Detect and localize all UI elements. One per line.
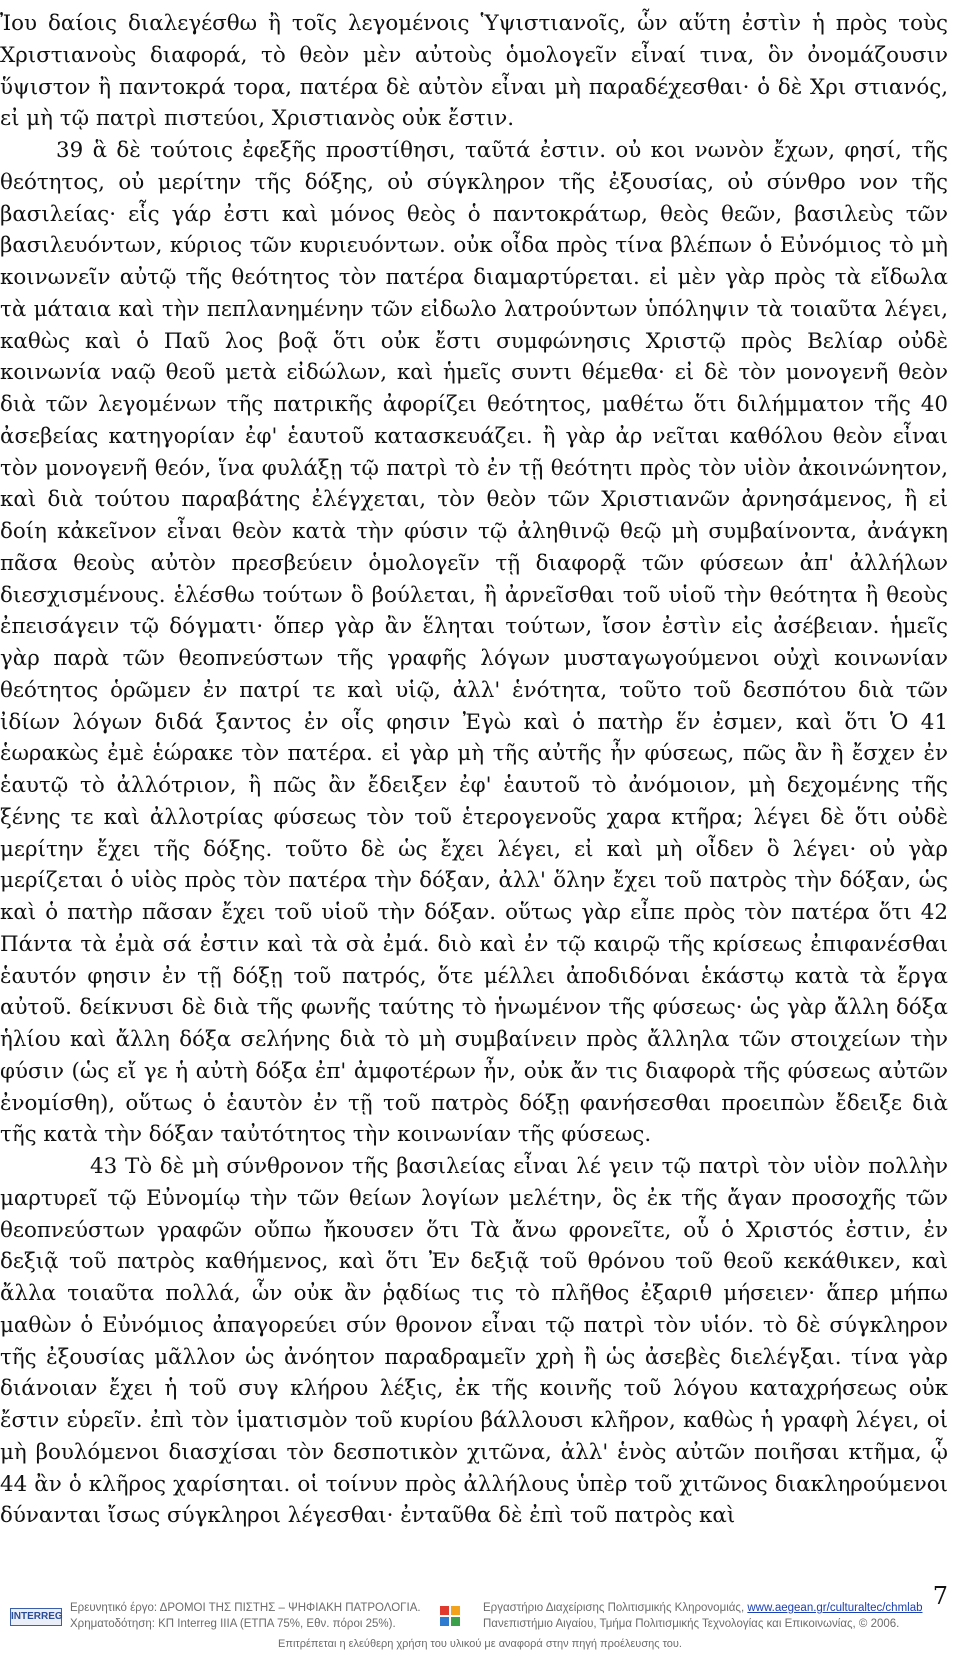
footer-project-info: [70, 1600, 450, 1632]
paragraph: Ἰου δαίοις διαλεγέσθω ἢ τοῖς λεγομένοις Ὑψιστιανοῖς, ὧν αὕτη ἐστὶν ἡ πρὸς τοὺς Χριστιανοὺς διαφορά, τὸ θεὸν μὲν αὐτοὺς ὁμολογεῖν εἶναί τινα, ὃν ὀνομάζουσιν ὕψιστον ἢ παντοκρά τορα, πατέρα δὲ αὐτὸν εἶναι μὴ παραδέχεσθαι· ὁ δὲ Χρι στιανός, εἰ μὴ τῷ πατρὶ πιστεύοι, Χριστιανὸς οὐκ ἔστιν.: [0, 11, 948, 132]
page-footer: [0, 1596, 960, 1656]
lab-logo-icon: [451, 1606, 460, 1615]
interreg-logo: INTERREG: [10, 1608, 62, 1626]
document-body: [0, 8, 948, 1532]
paragraph: 43 Τὸ δὲ μὴ σύνθρονον τῆς βασιλείας εἶναι λέ γειν τῷ πατρὶ τὸν υἱὸν πολλὴν μαρτυρεῖ τῷ Εὐνομίῳ τὴν τῶν θείων λογίων μελέτην, ὃς ἐκ τῆς ἄγαν προσοχῆς τῶν θεοπνεύστων γραφῶν οὔπω ἤκουσεν ὅτι Τὰ ἄνω φρονεῖτε, οὗ ὁ Χριστός ἐστιν, ἐν δεξιᾷ τοῦ πατρὸς καθήμενος, καὶ ὅτι Ἐν δεξιᾷ τοῦ θρόνου τοῦ θεοῦ κεκάθικεν, καὶ ἄλλα τοιαῦτα πολλά, ὧν οὐκ ἂν ῥᾳδίως τις τὸ πλῆθος ἐξαριθ μήσειεν· ἅπερ μήπω μαθὼν ὁ Εὐνόμιος ἀπαγορεύει σύν θρονον εἶναι τῷ πατρὶ τὸν υἱόν. τὸ δὲ σύγκληρον τῆς ἐξουσίας μᾶλλον ὡς ἀνόητον παραδραμεῖν χρὴ ἢ ὡς ἀσεβὲς διελέγξαι. τίνα γὰρ διάνοιαν ἔχει ἡ τοῦ συγ κλήρου λέξις, ἐκ τῆς κοινῆς τοῦ λόγου καταχρήσεως οὐκ ἔστιν εὑρεῖν. ἐπὶ τὸν ἱματισμὸν τοῦ κυρίου βάλλουσι κλῆρον, καθὼς ἡ γραφὴ λέγει, οἱ μὴ βουλόμενοι διασχίσαι τὸν δεσποτικὸν χιτῶνα, ἀλλ' ἑνὸς αὐτῶν ποιῆσαι κτῆμα, ᾧ 44 ἂν ὁ κλῆρος χαρίσηται. οἱ τοίνυν πρὸς ἀλλήλους ὑπὲρ τοῦ χιτῶνος διακληρούμενοι δύνανται ἴσως σύγκληροι λέγεσθαι· ἐνταῦθα δὲ ἐπὶ τοῦ πατρὸς καὶ: [0, 1154, 948, 1529]
page-number: 7: [932, 1582, 948, 1610]
lab-logo-icon: [451, 1617, 460, 1626]
lab-logo-icon: [440, 1617, 449, 1626]
footer-project-line: Ερευνητικό έργο: ΔΡΟΜΟΙ ΤΗΣ ΠΙΣΤΗΣ – ΨΗΦΙΑΚΗ ΠΑΤΡΟΛΟΓΙΑ.: [70, 1602, 421, 1614]
paragraph: 39 ἃ δὲ τούτοις ἐφεξῆς προστίθησι, ταῦτά ἐστιν. οὐ κοι νωνὸν ἔχων, φησί, τῆς θεότητος, οὐ μερίτην τῆς δόξης, οὐ σύγκληρον τῆς ἐξουσίας, οὐ σύνθρο νον τῆς βασιλείας· εἷς γάρ ἐστι καὶ μόνος θεὸς ὁ παντοκράτωρ, θεὸς θεῶν, βασιλεὺς τῶν βασιλευόντων, κύριος τῶν κυριευόντων. οὐκ οἶδα πρὸς τίνα βλέπων ὁ Εὐνόμιος τὸ μὴ κοινωνεῖν αὐτῷ τῆς θεότητος τὸν πατέρα διαμαρτύρεται. εἰ μὲν γὰρ πρὸς τὰ εἴδωλα τὰ μάταια καὶ τὴν πεπλανημένην τῶν εἰδωλο λατρούντων ὑπόληψιν τὰ τοιαῦτα λέγει, καθὼς καὶ ὁ Παῦ λος βοᾷ ὅτι οὐκ ἔστι συμφώνησις Χριστῷ πρὸς Βελίαρ οὐδὲ κοινωνία ναῷ θεοῦ μετὰ εἰδώλων, καὶ ἡμεῖς συντι θέμεθα· εἰ δὲ τὸν μονογενῆ θεὸν διὰ τῶν λεγομένων τῆς πατρικῆς ἀφορίζει θεότητος, μαθέτω ὅτι διλήμματον τῆς 40 ἀσεβείας κατηγορίαν ἐφ' ἑαυτοῦ κατασκευάζει. ἢ γὰρ ἀρ νεῖται καθόλου θεὸν εἶναι τὸν μονογενῆ θεόν, ἵνα φυλάξῃ τῷ πατρὶ τὸ ἐν τῇ θεότητι πρὸς τὸν υἱὸν ἀκοινώνητον, καὶ διὰ τούτου παραβάτης ἐλέγχεται, τὸν θεὸν τῶν Χριστιανῶν ἀρνησάμενος, ἢ εἰ δοίη κἀκεῖνον εἶναι θεὸν κατὰ τὴν φύσιν τῷ ἀληθινῷ θεῷ μὴ συμβαίνοντα, ἀνάγκη πᾶσα θεοὺς αὐτὸν πρεσβεύειν ὁμολογεῖν τῇ διαφορᾷ τῶν φύσεων ἀπ' ἀλλήλων διεσχισμένους. ἑλέσθω τούτων ὃ βούλεται, ἢ ἀρνεῖσθαι τοῦ υἱοῦ τὴν θεότητα ἢ θεοὺς ἐπεισάγειν τῷ δόγματι· ὅπερ γὰρ ἂν ἕληται τούτων, ἴσον ἐστὶν εἰς ἀσέβειαν. ἡμεῖς γὰρ παρὰ τῶν θεοπνεύστων τῆς γραφῆς λόγων μυσταγωγούμενοι οὐχὶ κοινωνίαν θεότητος ὁρῶμεν ἐν πατρί τε καὶ υἱῷ, ἀλλ' ἑνότητα, τοῦτο τοῦ δεσπότου διὰ τῶν ἰδίων λόγων διδά ξαντος ἐν οἷς φησιν Ἐγὼ καὶ ὁ πατὴρ ἕν ἐσμεν, καὶ ὅτι Ὁ 41 ἑωρακὼς ἐμὲ ἑώρακε τὸν πατέρα. εἰ γὰρ μὴ τῆς αὐτῆς ἦν φύσεως, πῶς ἂν ἢ ἔσχεν ἐν ἑαυτῷ τὸ ἀλλότριον, ἢ πῶς ἂν ἔδειξεν ἐφ' ἑαυτοῦ τὸ ἀνόμοιον, μὴ δεχομένης τῆς ξένης τε καὶ ἀλλοτρίας φύσεως τὸν τοῦ ἑτερογενοῦς χαρα κτῆρα; λέγει δὲ ὅτι οὐδὲ μερίτην ἔχει τῆς δόξης. τοῦτο δὲ ὡς ἔχει λέγει, εἰ καὶ μὴ οἶδεν ὃ λέγει· οὐ γὰρ μερίζεται ὁ υἱὸς πρὸς τὸν πατέρα τὴν δόξαν, ἀλλ' ὅλην ἔχει τοῦ πατρὸς τὴν δόξαν, ὡς καὶ ὁ πατὴρ πᾶσαν ἔχει τοῦ υἱοῦ τὴν δόξαν. οὕτως γὰρ εἶπε πρὸς τὸν πατέρα ὅτι 42 Πάντα τὰ ἐμὰ σά ἐστιν καὶ τὰ σὰ ἐμά. διὸ καὶ ἐν τῷ καιρῷ τῆς κρίσεως ἐπιφανέσθαι ἑαυτόν φησιν ἐν τῇ δόξῃ τοῦ πατρός, ὅτε μέλλει ἀποδιδόναι ἑκάστῳ κατὰ τὰ ἔργα αὐτοῦ. δείκνυσι δὲ διὰ τῆς φωνῆς ταύτης τὸ ἡνωμένον τῆς φύσεως· ὡς γὰρ ἄλλη δόξα ἡλίου καὶ ἄλλη δόξα σελήνης διὰ τὸ μὴ συμβαίνειν πρὸς ἄλληλα τῶν στοιχείων τὴν φύσιν (ὡς εἴ γε ἡ αὐτὴ δόξα ἐπ' ἀμφοτέρων ἦν, οὐκ ἄν τις διαφορὰ τῆς φύσεως αὐτῶν ἐνομίσθη), οὕτως ὁ ἑαυτὸν ἐν τῇ τοῦ πατρὸς δόξῃ φανήσεσθαι προειπὼν ἔδειξε διὰ τῆς κατὰ τὴν δόξαν ταὐτότητος τὴν κοινωνίαν τῆς φύσεως.: [0, 138, 948, 1148]
lab-logo-icon: [440, 1606, 449, 1615]
footer-rights-line: Επιτρέπεται η ελεύθερη χρήση του υλικού με αναφορά στην πηγή προέλευσης του.: [278, 1638, 682, 1650]
lab-website-link[interactable]: www.aegean.gr/culturaltec/chmlab: [747, 1602, 923, 1614]
footer-university-line: Πανεπιστήμιο Αιγαίου, Τμήμα Πολιτισμικής Τεχνολογίας και Επικοινωνίας, © 2006.: [483, 1618, 900, 1630]
footer-lab-line: Εργαστήριο Διαχείρισης Πολιτισμικής Κληρονομιάς,: [483, 1602, 745, 1614]
footer-funding-line: Χρηματοδότηση: ΚΠ Interreg IIIA (ΕΤΠΑ 75%, Εθν. πόροι 25%).: [70, 1618, 396, 1630]
footer-lab-info: [483, 1600, 953, 1632]
